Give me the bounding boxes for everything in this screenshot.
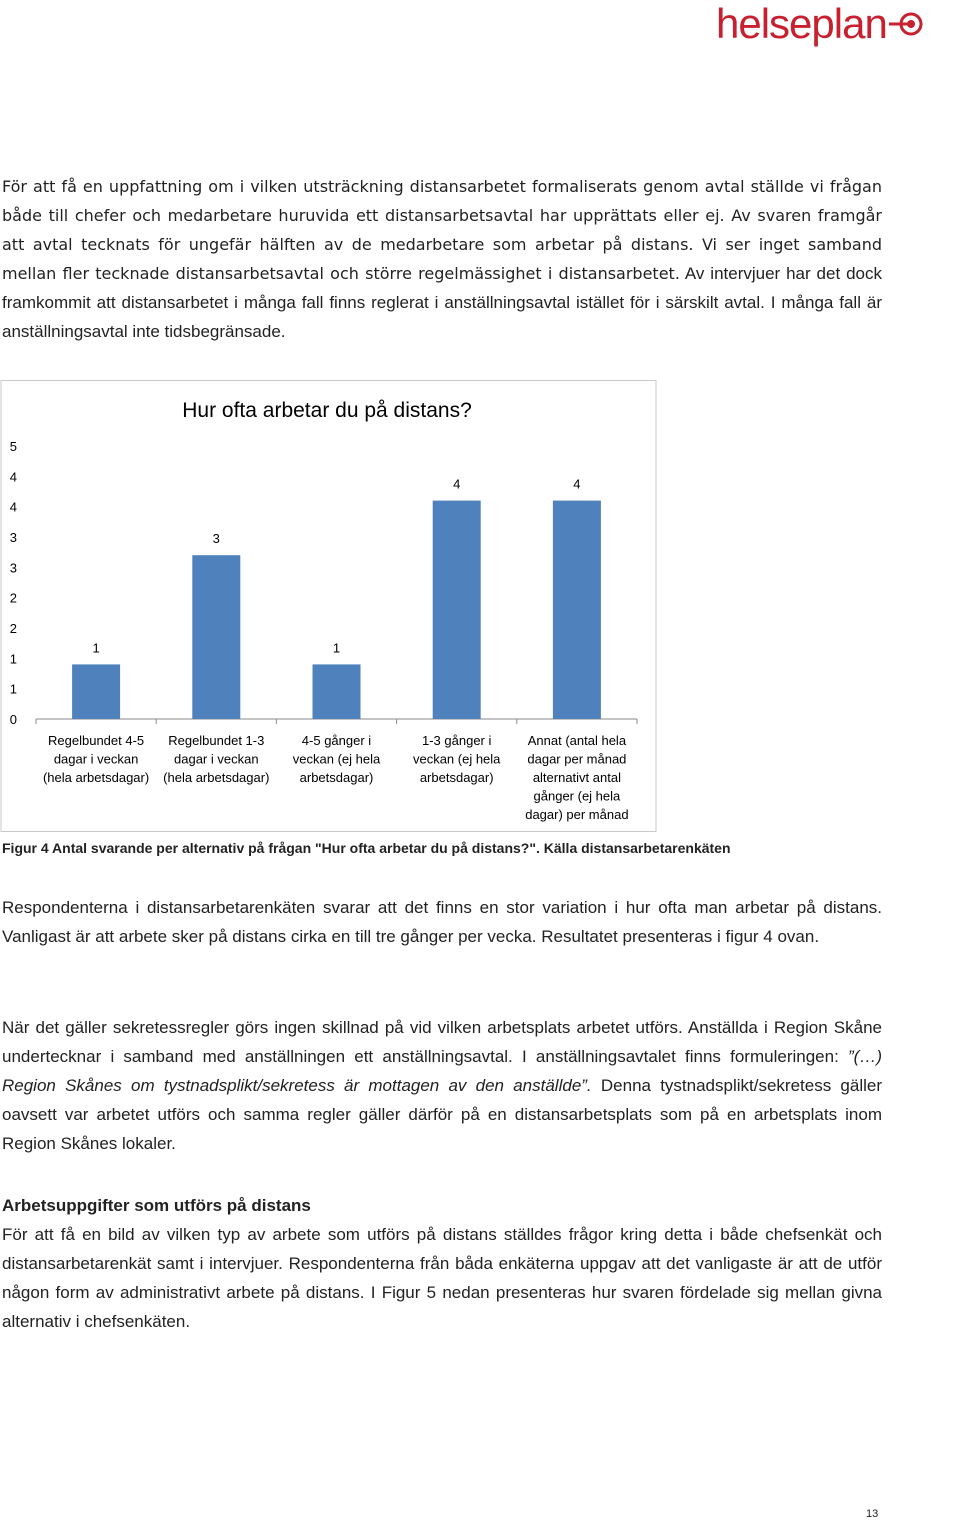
bar-chart (0, 380, 657, 832)
x-category-label: dagar) per månad (525, 807, 629, 822)
bar (192, 555, 240, 719)
x-category-label: veckan (ej hela (292, 751, 381, 767)
y-tick-label: 3 (9, 530, 17, 545)
page-number: 13 (866, 1508, 879, 1520)
data-label: 1 (92, 640, 100, 656)
helseplan-logo (716, 0, 960, 48)
x-category-label: (hela arbetsdagar) (42, 770, 150, 785)
target-arrow-icon (889, 9, 923, 39)
y-tick-label: 1 (9, 681, 17, 697)
intro-paragraph-text-b: Av intervjuer har det dock framkommit att distansarbetet i många fall finns reglerat i anställningsavtal istället för i särskilt avtal. I många fall är anställningsavtal inte tidsbegränsade. (2, 264, 882, 341)
x-category-label: 1-3 gånger i (422, 733, 492, 748)
data-label: 4 (573, 476, 581, 492)
data-label: 3 (212, 531, 220, 547)
data-label: 4 (453, 476, 461, 492)
x-category-label: alternativt antal (532, 770, 621, 785)
intro-paragraph (2, 172, 882, 346)
y-tick-label: 5 (9, 439, 17, 454)
confidentiality-text-a: När det gäller sekretessregler görs ingen skillnad på vid vilken arbetsplats arbetet utförs. Anställda i Region Skåne undertecknar i samband med anställningen ett anställningsavtal. I anställningsavtalet finns formuleringen: (2, 1018, 882, 1066)
y-tick-label: 4 (9, 499, 17, 515)
x-category-label: (hela arbetsdagar) (163, 770, 270, 785)
y-tick-label: 4 (9, 469, 17, 485)
bar (433, 501, 481, 719)
x-category-label: dagar i veckan (53, 751, 139, 767)
bar (72, 664, 120, 719)
chart-title: Hur ofta arbetar du på distans? (182, 399, 472, 422)
x-category-label: arbetsdagar) (419, 770, 494, 785)
bar (553, 501, 601, 719)
figure-caption: Figur 4 Antal svarande per alternativ på frågan "Hur ofta arbetar du på distans?". Källa distansarbetarenkäten (2, 840, 731, 856)
x-category-label: dagar i veckan (174, 751, 259, 767)
y-tick-label: 1 (9, 651, 17, 667)
x-category-label: Regelbundet 1-3 (168, 733, 265, 748)
x-category-label: dagar per månad (527, 751, 627, 767)
x-category-label: 4-5 gånger i (301, 733, 372, 748)
confidentiality-text-b: Denna tystnadsplikt/sekretess gäller oavsett var arbetet utförs och samma regler gäller därför på en distansarbetsplats som på en arbetsplats inom Region Skånes lokaler. (2, 1076, 882, 1153)
x-category-label: arbetsdagar) (299, 770, 374, 785)
results-paragraph: Respondenterna i distansarbetarenkäten svarar att det finns en stor variation i hur ofta man arbetar på distans. Vanligast är att arbete sker på distans cirka en till tre gånger per vecka. Resultatet presenteras i figur 4 ovan. (2, 898, 882, 946)
y-tick-label: 2 (9, 590, 17, 606)
x-category-label: Annat (antal hela (527, 733, 627, 748)
y-tick-label: 0 (9, 712, 17, 727)
y-tick-label: 3 (9, 560, 17, 576)
x-category-label: Regelbundet 4-5 (48, 733, 145, 748)
bar-chart-svg (0, 380, 657, 832)
data-label: 1 (332, 640, 341, 656)
y-tick-label: 2 (9, 621, 17, 636)
x-category-label: gånger (ej hela (533, 788, 621, 804)
logo-text: helseplan (716, 0, 887, 47)
intro-paragraph-text-a: För att få en uppfattning om i vilken utsträckning distansarbetet formaliserats genom avtal ställde vi frågan både till chefer och medarbetare huruvida ett distansarbetsavtal har upprättats eller ej. Av svaren framgår att avtal tecknats för ungefär hälften av de medarbetare som arbetar på distans. Vi ser inget samband mellan fler tecknade distansarbetsavtal och större regelmässighet i distansarbetet. (2, 177, 882, 283)
contract-quote: ”(…) Region Skånes om tystnadsplikt/sekretess är mottagen av den anställde”. (2, 1047, 882, 1095)
x-category-label: veckan (ej hela (412, 751, 501, 767)
bar (313, 664, 361, 719)
section-heading: Arbetsuppgifter som utförs på distans (2, 1196, 311, 1215)
tasks-paragraph: För att få en bild av vilken typ av arbete som utförs på distans ställdes frågor kring detta i både chefsenkät och distansarbetarenkät samt i intervjuer. Respondenterna från båda enkäterna uppgav att det vanligaste är att de utför någon form av administrativt arbete på distans. I Figur 5 nedan presenteras hur svaren fördelade sig mellan givna alternativ i chefsenkäten. (2, 1225, 882, 1331)
confidentiality-paragraph (2, 1013, 882, 1158)
tasks-section (2, 1191, 882, 1336)
